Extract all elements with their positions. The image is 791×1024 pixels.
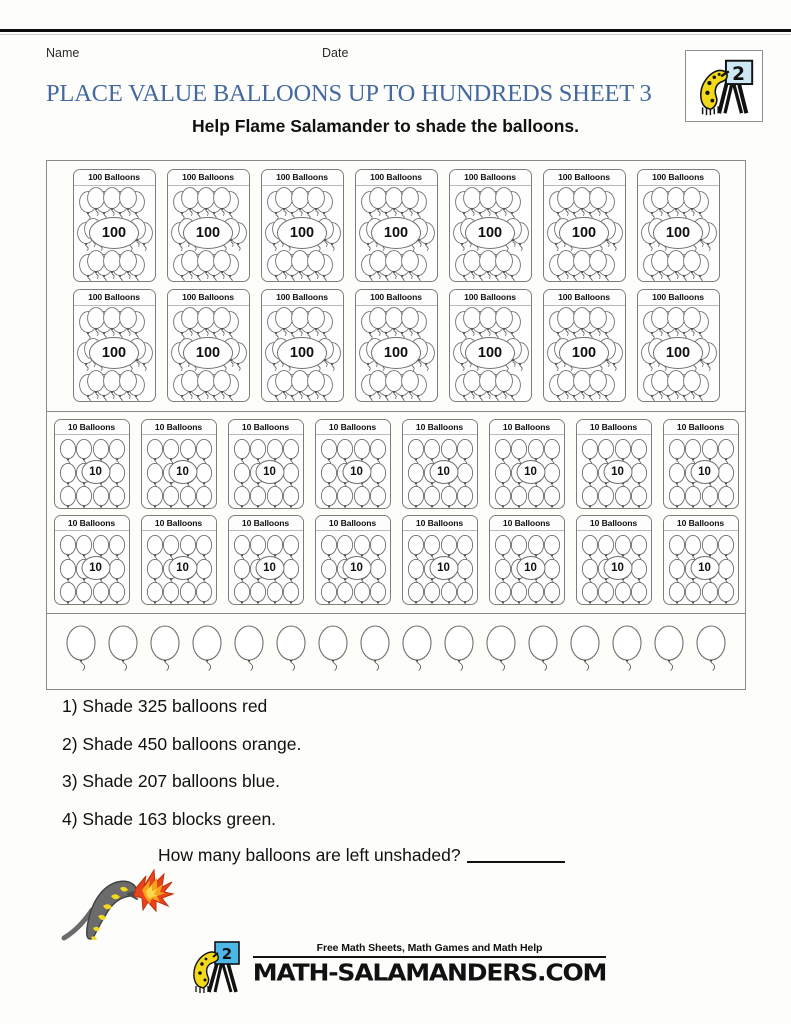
card-value: 10	[690, 460, 719, 484]
card-label: 10 Balloons	[403, 420, 477, 435]
tens-card[interactable]	[402, 515, 478, 605]
card-label: 100 Balloons	[356, 290, 437, 306]
balloon-icon[interactable]	[484, 625, 518, 677]
card-value: 100	[371, 217, 421, 249]
card-label: 10 Balloons	[229, 420, 303, 435]
card-balloons	[403, 435, 477, 509]
tens-card[interactable]	[489, 419, 565, 509]
page-title: PLACE VALUE BALLOONS UP TO HUNDREDS SHEET 3	[46, 80, 652, 107]
card-value: 10	[690, 556, 719, 580]
card-value: 100	[277, 217, 327, 249]
card-value: 10	[168, 556, 197, 580]
card-balloons	[74, 186, 155, 282]
card-value: 100	[277, 337, 327, 369]
card-value: 100	[89, 337, 139, 369]
card-label: 100 Balloons	[356, 170, 437, 186]
card-label: 100 Balloons	[262, 290, 343, 306]
card-balloons	[638, 306, 719, 402]
card-balloons	[168, 186, 249, 282]
card-label: 10 Balloons	[142, 516, 216, 531]
card-value: 10	[168, 460, 197, 484]
card-value: 10	[81, 556, 110, 580]
hundreds-card[interactable]	[543, 289, 626, 402]
hundreds-card[interactable]	[355, 169, 438, 282]
card-balloons	[74, 306, 155, 402]
balloon-icon[interactable]	[232, 625, 266, 677]
card-label: 100 Balloons	[74, 170, 155, 186]
hundreds-row-1	[47, 169, 745, 282]
balloon-icon[interactable]	[316, 625, 350, 677]
footer-divider	[253, 956, 606, 958]
hundreds-card[interactable]	[449, 169, 532, 282]
card-value: 100	[653, 337, 703, 369]
balloon-icon[interactable]	[190, 625, 224, 677]
card-balloons	[229, 531, 303, 605]
tens-row-2	[47, 515, 745, 605]
card-label: 10 Balloons	[55, 420, 129, 435]
footer	[0, 934, 791, 998]
tens-card[interactable]	[315, 515, 391, 605]
tens-section	[47, 411, 745, 613]
questions-list	[62, 698, 702, 848]
card-label: 10 Balloons	[316, 516, 390, 531]
card-label: 10 Balloons	[490, 420, 564, 435]
hundreds-card[interactable]	[449, 289, 532, 402]
tens-card[interactable]	[228, 515, 304, 605]
card-value: 100	[89, 217, 139, 249]
tens-card[interactable]	[576, 419, 652, 509]
tens-card[interactable]	[228, 419, 304, 509]
card-balloons	[316, 435, 390, 509]
balloons-panel	[46, 160, 746, 690]
card-balloons	[664, 435, 738, 509]
card-label: 10 Balloons	[55, 516, 129, 531]
card-value: 10	[429, 556, 458, 580]
balloon-icon[interactable]	[442, 625, 476, 677]
salamander-easel-logo-icon	[685, 50, 763, 122]
card-balloons	[168, 306, 249, 402]
card-value: 100	[653, 217, 703, 249]
card-balloons	[450, 186, 531, 282]
card-label: 100 Balloons	[544, 170, 625, 186]
card-label: 10 Balloons	[229, 516, 303, 531]
balloon-icon[interactable]	[526, 625, 560, 677]
ones-section	[47, 613, 745, 689]
card-balloons	[450, 306, 531, 402]
card-value: 10	[81, 460, 110, 484]
tens-card[interactable]	[663, 515, 739, 605]
svg-text:2: 2	[221, 945, 232, 963]
card-value: 100	[465, 337, 515, 369]
card-value: 10	[255, 460, 284, 484]
date-label: Date	[322, 46, 349, 60]
tens-card[interactable]	[576, 515, 652, 605]
card-label: 10 Balloons	[316, 420, 390, 435]
card-value: 10	[255, 556, 284, 580]
hundreds-card[interactable]	[637, 169, 720, 282]
card-value: 100	[465, 217, 515, 249]
name-label: Name	[46, 46, 80, 60]
hundreds-section	[47, 161, 745, 411]
card-balloons	[577, 435, 651, 509]
card-label: 100 Balloons	[168, 290, 249, 306]
card-value: 100	[183, 217, 233, 249]
question-item: 3) Shade 207 balloons blue.	[62, 771, 280, 791]
tens-card[interactable]	[54, 419, 130, 509]
card-balloons	[262, 186, 343, 282]
card-balloons	[490, 435, 564, 509]
card-balloons	[356, 186, 437, 282]
logo-level-number: 2	[732, 64, 746, 86]
card-value: 10	[516, 460, 545, 484]
card-label: 100 Balloons	[262, 170, 343, 186]
hundreds-card[interactable]	[73, 169, 156, 282]
balloon-icon[interactable]	[64, 625, 98, 677]
card-label: 100 Balloons	[168, 170, 249, 186]
card-balloons	[403, 531, 477, 605]
card-value: 10	[429, 460, 458, 484]
flame-salamander-icon	[58, 866, 186, 944]
card-balloons	[664, 531, 738, 605]
card-value: 10	[516, 556, 545, 580]
footer-salamander-logo-icon	[185, 934, 247, 998]
hundreds-card[interactable]	[637, 289, 720, 402]
hundreds-card[interactable]	[261, 169, 344, 282]
footer-url[interactable]: MATH-SALAMANDERS.COM	[252, 959, 607, 986]
tens-row-1	[47, 419, 745, 509]
balloon-icon[interactable]	[400, 625, 434, 677]
hundreds-card[interactable]	[167, 289, 250, 402]
hundreds-card[interactable]	[543, 169, 626, 282]
card-balloons	[229, 435, 303, 509]
card-label: 10 Balloons	[403, 516, 477, 531]
card-balloons	[55, 531, 129, 605]
card-balloons	[544, 306, 625, 402]
top-rule	[0, 29, 791, 32]
card-label: 10 Balloons	[577, 516, 651, 531]
tens-card[interactable]	[489, 515, 565, 605]
hundreds-card[interactable]	[261, 289, 344, 402]
question-item: 1) Shade 325 balloons red	[62, 696, 268, 716]
balloon-icon[interactable]	[568, 625, 602, 677]
question-item: 4) Shade 163 blocks green.	[62, 808, 277, 829]
card-balloons	[490, 531, 564, 605]
balloon-icon[interactable]	[652, 625, 686, 677]
card-label: 100 Balloons	[638, 170, 719, 186]
question-item: 2) Shade 450 balloons orange.	[62, 733, 302, 754]
page-subtitle: Help Flame Salamander to shade the balloons.	[191, 116, 580, 136]
balloon-icon[interactable]	[694, 625, 728, 677]
card-balloons	[356, 306, 437, 402]
footer-tagline: Free Math Sheets, Math Games and Math Help	[316, 942, 543, 954]
card-balloons	[316, 531, 390, 605]
card-balloons	[544, 186, 625, 282]
card-label: 10 Balloons	[577, 420, 651, 435]
card-value: 100	[371, 337, 421, 369]
card-label: 100 Balloons	[74, 290, 155, 306]
balloon-icon[interactable]	[148, 625, 182, 677]
card-balloons	[638, 186, 719, 282]
balloon-icon[interactable]	[610, 625, 644, 677]
card-label: 100 Balloons	[544, 290, 625, 306]
balloon-icon[interactable]	[274, 625, 308, 677]
card-label: 10 Balloons	[664, 516, 738, 531]
card-balloons	[142, 435, 216, 509]
card-value: 10	[603, 556, 632, 580]
hundreds-row-2	[47, 289, 745, 402]
card-value: 10	[342, 460, 371, 484]
tens-card[interactable]	[141, 515, 217, 605]
final-question-text: How many balloons are left unshaded?	[158, 845, 461, 865]
card-label: 100 Balloons	[450, 290, 531, 306]
top-rule-secondary	[0, 34, 791, 35]
balloon-icon[interactable]	[358, 625, 392, 677]
card-balloons	[577, 531, 651, 605]
card-label: 10 Balloons	[490, 516, 564, 531]
card-value: 10	[603, 460, 632, 484]
card-value: 100	[559, 217, 609, 249]
balloon-icon[interactable]	[106, 625, 140, 677]
hundreds-card[interactable]	[167, 169, 250, 282]
card-label: 100 Balloons	[450, 170, 531, 186]
answer-blank[interactable]	[467, 861, 565, 863]
hundreds-card[interactable]	[73, 289, 156, 402]
ones-row	[47, 625, 745, 677]
tens-card[interactable]	[141, 419, 217, 509]
hundreds-card[interactable]	[355, 289, 438, 402]
card-label: 10 Balloons	[664, 420, 738, 435]
card-label: 10 Balloons	[142, 420, 216, 435]
card-value: 100	[559, 337, 609, 369]
tens-card[interactable]	[54, 515, 130, 605]
tens-card[interactable]	[663, 419, 739, 509]
card-balloons	[55, 435, 129, 509]
card-balloons	[142, 531, 216, 605]
tens-card[interactable]	[315, 419, 391, 509]
tens-card[interactable]	[402, 419, 478, 509]
final-question	[158, 845, 565, 866]
card-value: 10	[342, 556, 371, 580]
card-label: 100 Balloons	[638, 290, 719, 306]
card-value: 100	[183, 337, 233, 369]
card-balloons	[262, 306, 343, 402]
